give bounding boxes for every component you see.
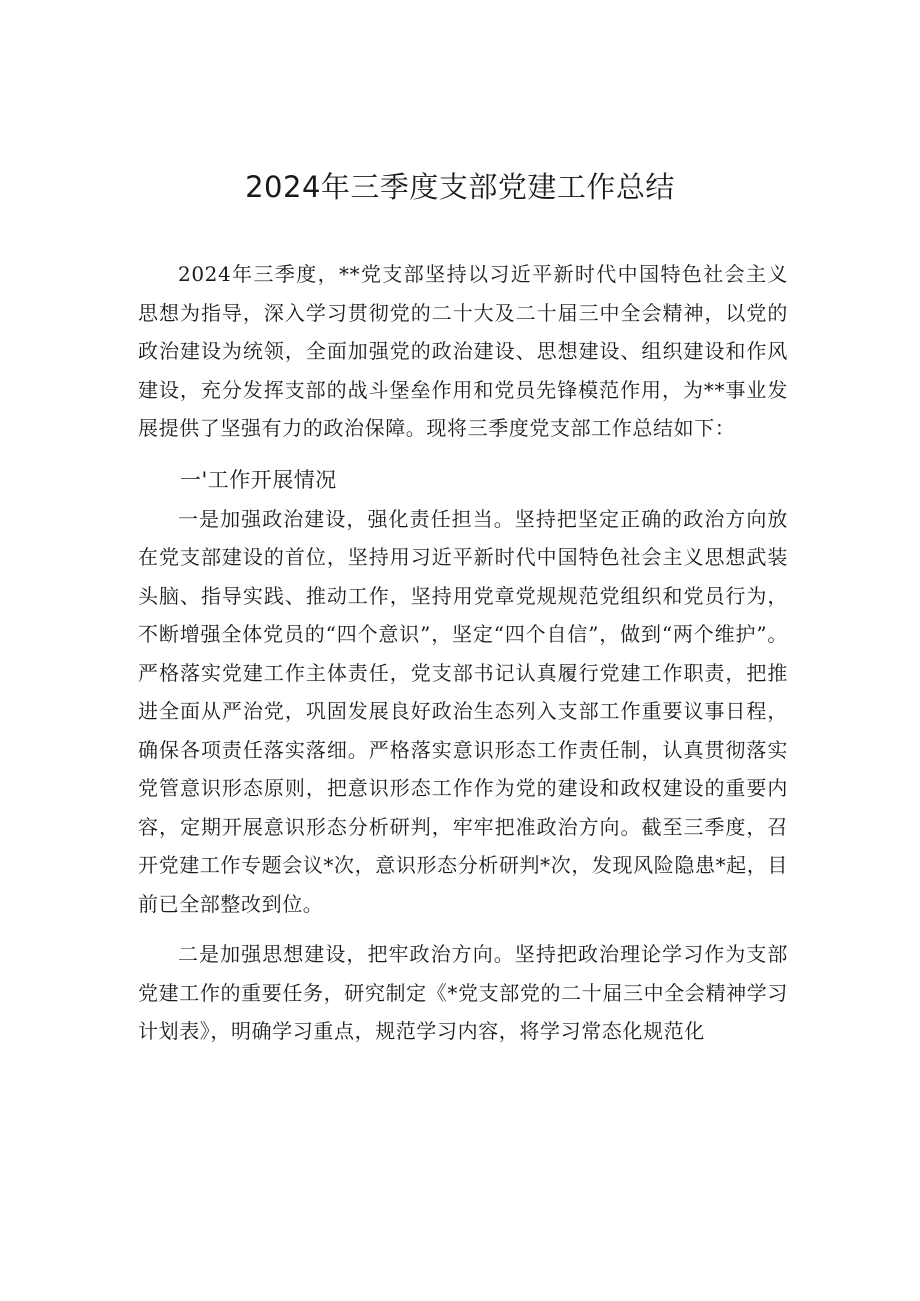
section-heading: 一'工作开展情况: [180, 467, 337, 492]
document-title: 2024年三季度支部党建工作总结: [245, 170, 675, 204]
intro-paragraph: 2024年三季度，**党支部坚持以习近平新时代中国特色社会主义思想为指导，深入学习贯彻党的二十大及二十届三中全会精神，以党的政治建设为统领，全面加强党的政治建设、思想建设、组织建设和作风建设，充分发挥支部的战斗堡垒作用和党员先锋模范作用，为**事业发展提供了坚强有力的政治保障。现将三季度党支部工作总结如下：: [138, 262, 788, 440]
document-body: [138, 255, 788, 1051]
point-one-paragraph: 一是加强政治建设，强化责任担当。坚持把坚定正确的政治方向放在党支部建设的首位，坚持用习近平新时代中国特色社会主义思想武装头脑、指导实践、推动工作，坚持用党章党规规范党组织和党员行为，不断增强全体党员的“四个意识”，坚定“四个自信”，做到“两个维护”。严格落实党建工作主体责任，党支部书记认真履行党建工作职责，把推进全面从严治党，巩固发展良好政治生态列入支部工作重要议事日程，确保各项责任落实落细。严格落实意识形态工作责任制，认真贯彻落实党管意识形态原则，把意识形态工作作为党的建设和政权建设的重要内容，定期开展意识形态分析研判，牢牢把准政治方向。截至三季度，召开党建工作专题会议*次，意识形态分析研判*次，发现风险隐患*起，目前已全部整改到位。: [138, 506, 788, 916]
point-two-paragraph: 二是加强思想建设，把牢政治方向。坚持把政治理论学习作为支部党建工作的重要任务，研究制定《*党支部党的二十届三中全会精神学习计划表》，明确学习重点，规范学习内容，将学习常态化规范化: [138, 942, 788, 1043]
